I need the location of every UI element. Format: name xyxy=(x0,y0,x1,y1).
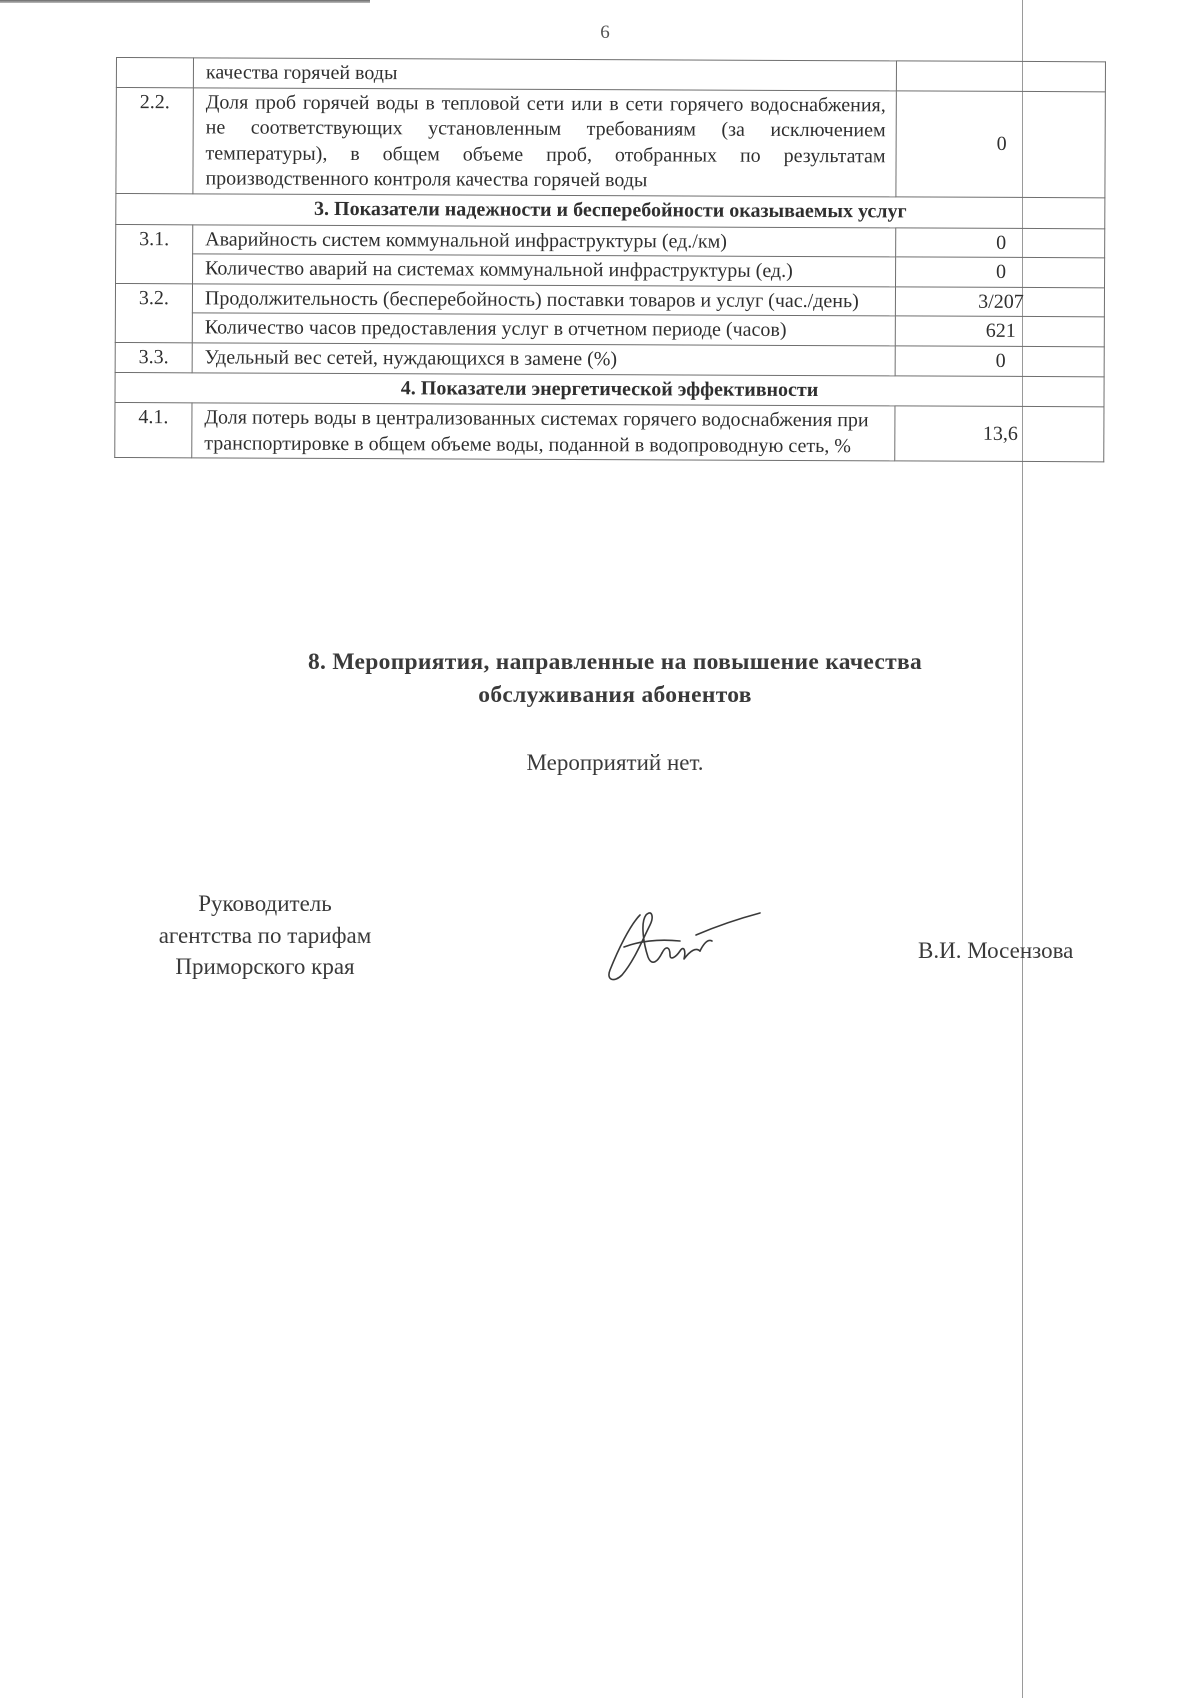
section-8-heading-line1: 8. Мероприятия, направленные на повышение качества xyxy=(307,649,923,675)
row-text: Доля проб горячей воды в тепловой сети или в сети горячего водоснабжения, не соответствующих установленным требованиям (за исключением температуры), в общем объеме проб, отобранных по результатам производственного контроля качества горячей воды xyxy=(193,87,896,196)
table-row xyxy=(115,403,1104,463)
signatory-name: В.И. Мосензова xyxy=(918,938,1074,963)
row-value: 0 xyxy=(896,227,1105,258)
row-text: Количество аварий на системах коммунальной инфраструктуры (ед.) xyxy=(193,254,896,287)
row-value: 3/207 xyxy=(895,287,1104,318)
page-number: 6 xyxy=(600,22,610,43)
table-row xyxy=(115,283,1104,317)
section-header-row xyxy=(115,372,1104,407)
table-row xyxy=(116,254,1105,288)
indicators-table-body xyxy=(115,58,1106,463)
row-number: 3.1. xyxy=(116,224,193,284)
table-row xyxy=(116,87,1105,198)
table-row xyxy=(116,58,1105,92)
row-text: Продолжительность (бесперебойность) поставки товаров и услуг (час./день) xyxy=(192,284,895,317)
row-value xyxy=(896,61,1105,92)
row-value: 0 xyxy=(896,90,1105,197)
signatory-title-line3: Приморского края xyxy=(175,954,355,980)
row-text: Аварийность систем коммунальной инфраструктуры (ед./км) xyxy=(193,224,896,257)
row-number xyxy=(116,58,193,88)
table-row xyxy=(116,224,1105,258)
handwritten-signature xyxy=(600,895,770,995)
scan-edge-top xyxy=(0,0,370,3)
row-number: 2.2. xyxy=(116,87,193,194)
signatory-title-line1: Руководитель xyxy=(198,891,332,916)
signatory-title xyxy=(125,888,405,983)
row-text: качества горячей воды xyxy=(193,58,896,91)
row-value: 13,6 xyxy=(895,406,1104,462)
row-text: Количество часов предоставления услуг в отчетном периоде (часов) xyxy=(192,313,895,346)
row-value: 0 xyxy=(896,257,1105,288)
table-row xyxy=(115,342,1104,376)
row-number: 3.2. xyxy=(115,283,192,343)
section-header-row xyxy=(116,193,1105,228)
section-8-heading xyxy=(120,646,1110,713)
signatory-title-line2: агентства по тарифам xyxy=(158,922,372,948)
indicators-table xyxy=(114,57,1106,463)
section-8-heading-line2: обслуживания абонентов xyxy=(478,682,752,709)
row-number: 3.3. xyxy=(115,342,192,372)
section-heading: 4. Показатели энергетической эффективности xyxy=(115,372,1104,407)
section-heading: 3. Показатели надежности и бесперебойности оказываемых услуг xyxy=(116,193,1105,228)
row-value: 621 xyxy=(895,316,1104,347)
row-text: Удельный вес сетей, нуждающихся в замене (%) xyxy=(192,343,895,376)
row-value: 0 xyxy=(895,346,1104,377)
row-text: Доля потерь воды в централизованных системах горячего водоснабжения при транспортировке в общем объеме воды, поданной в водопроводную сеть, % xyxy=(192,403,895,461)
section-8-body: Мероприятий нет. xyxy=(526,750,704,775)
table-row xyxy=(115,313,1104,347)
row-number: 4.1. xyxy=(115,403,192,459)
